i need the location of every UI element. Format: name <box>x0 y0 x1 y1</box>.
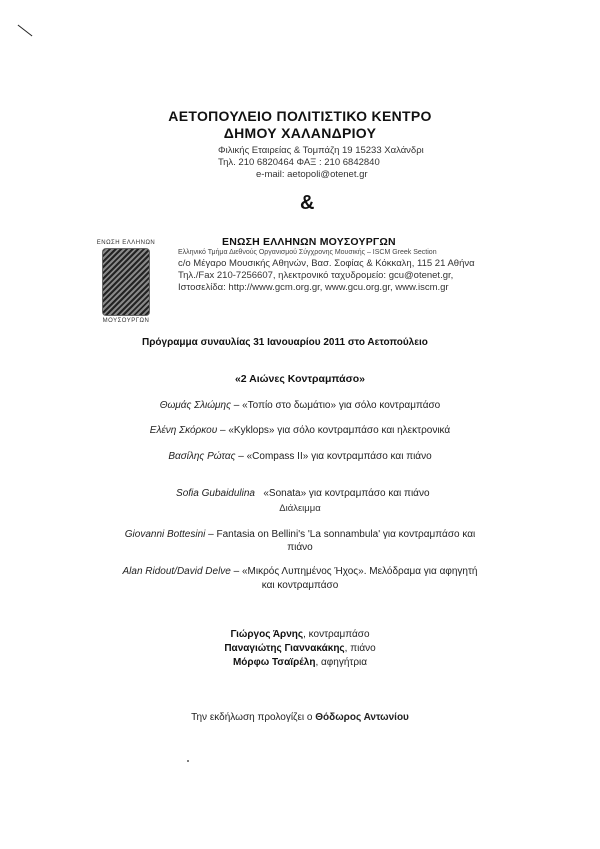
program-heading: Πρόγραμμα συναυλίας 31 Ιανουαρίου 2011 στο Αετοπούλειο <box>142 337 428 348</box>
program-item <box>0 477 600 499</box>
scan-mark <box>18 25 33 37</box>
scan-dot <box>187 760 189 762</box>
program-item <box>0 451 600 462</box>
union-logo-top-text: ΕΝΩΣΗ ΕΛΛΗΝΩΝ <box>96 240 156 246</box>
intro-text: Την εκδήλωση προλογίζει ο <box>191 712 316 723</box>
composer-name: Βασίλης Ρώτας <box>168 451 236 462</box>
venue-header <box>0 108 600 141</box>
union-subtitle: Ελληνικό Τμήμα Διεθνούς Οργανισμού Σύγχρονης Μουσικής – ISCM Greek Section <box>178 249 437 256</box>
union-address: c/o Μέγαρο Μουσικής Αθηνών, Βασ. Σοφίας & Κόκκαλη, 115 21 Αθήνα <box>178 258 475 269</box>
union-logo-image <box>102 248 150 316</box>
program-subtitle: «2 Αιώνες Κοντραμπάσο» <box>234 373 366 385</box>
work-title-continuation: και κοντραμπάσο <box>261 580 339 591</box>
composer-name: Giovanni Bottesini <box>124 529 206 540</box>
union-title: ΕΝΩΣΗ ΕΛΛΗΝΩΝ ΜΟΥΣΟΥΡΓΩΝ <box>222 236 396 248</box>
intro-line <box>0 712 600 723</box>
union-web: Ιστοσελίδα: http://www.gcm.org.gr, www.gcu.org.gr, www.iscm.gr <box>178 282 449 293</box>
union-contact: Τηλ./Fax 210-7256607, ηλεκτρονικό ταχυδρομείο: gcu@otenet.gr, <box>178 270 454 281</box>
venue-phone: Τηλ. 210 6820464 ΦΑΞ : 210 6842840 <box>218 157 380 168</box>
composer-name: Ελένη Σκόρκου <box>149 425 218 436</box>
work-title: – Fantasia on Bellini's 'La sonnambula' για κοντραμπάσο και <box>205 529 476 540</box>
program-item <box>0 425 600 436</box>
intermission-label: Διάλειμμα <box>279 503 321 514</box>
performer-role: , πιάνο <box>344 643 376 654</box>
union-logo <box>96 240 156 324</box>
union-info <box>178 236 578 293</box>
performer-role: , αφηγήτρια <box>315 657 368 668</box>
work-title-continuation: πιάνο <box>287 542 313 553</box>
venue-title-line1: ΑΕΤΟΠΟΥΛΕΙΟ ΠΟΛΙΤΙΣΤΙΚΟ ΚΕΝΤΡΟ <box>168 108 432 124</box>
work-title: – «Compass II» για κοντραμπάσο και πιάνο <box>235 451 432 462</box>
performer <box>0 657 600 668</box>
work-title: – «Τοπίο στο δωμάτιο» για σόλο κοντραμπάσο <box>230 400 441 411</box>
performer-name: Μόρφω Τσαϊρέλη <box>232 657 316 668</box>
union-logo-bottom-text: ΜΟΥΣΟΥΡΓΩΝ <box>102 318 150 324</box>
composer-name: Θωμάς Σλιώμης <box>159 400 231 411</box>
venue-email: e-mail: aetopoli@otenet.gr <box>256 169 368 180</box>
performer-name: Παναγιώτης Γιαννακάκης <box>224 643 345 654</box>
venue-address: Φιλικής Εταιρείας & Τομπάζη 19 15233 Χαλάνδρι <box>218 145 424 156</box>
performer-role: , κοντραμπάσο <box>303 629 370 640</box>
program-item <box>0 529 600 540</box>
composer-name: Sofia Gubaidulina <box>176 488 255 499</box>
work-title: «Sonata» για κοντραμπάσο και πιάνο <box>255 488 430 499</box>
ampersand: & <box>300 192 315 214</box>
program-item <box>0 400 600 411</box>
work-title: – «Kyklops» για σόλο κοντραμπάσο και ηλεκτρονικά <box>217 425 451 436</box>
intro-name: Θόδωρος Αντωνίου <box>315 712 409 723</box>
work-title: – «Μικρός Λυπημένος Ήχος». Μελόδραμα για αφηγητή <box>230 566 478 577</box>
program-item <box>0 566 600 577</box>
venue-title-line2: ΔΗΜΟΥ ΧΑΛΑΝΔΡΙΟΥ <box>223 125 377 141</box>
performer <box>0 629 600 640</box>
performer-name: Γιώργος Άρνης <box>230 629 304 640</box>
performer <box>0 643 600 654</box>
venue-contact <box>218 145 424 180</box>
composer-name: Alan Ridout/David Delve <box>122 566 231 577</box>
